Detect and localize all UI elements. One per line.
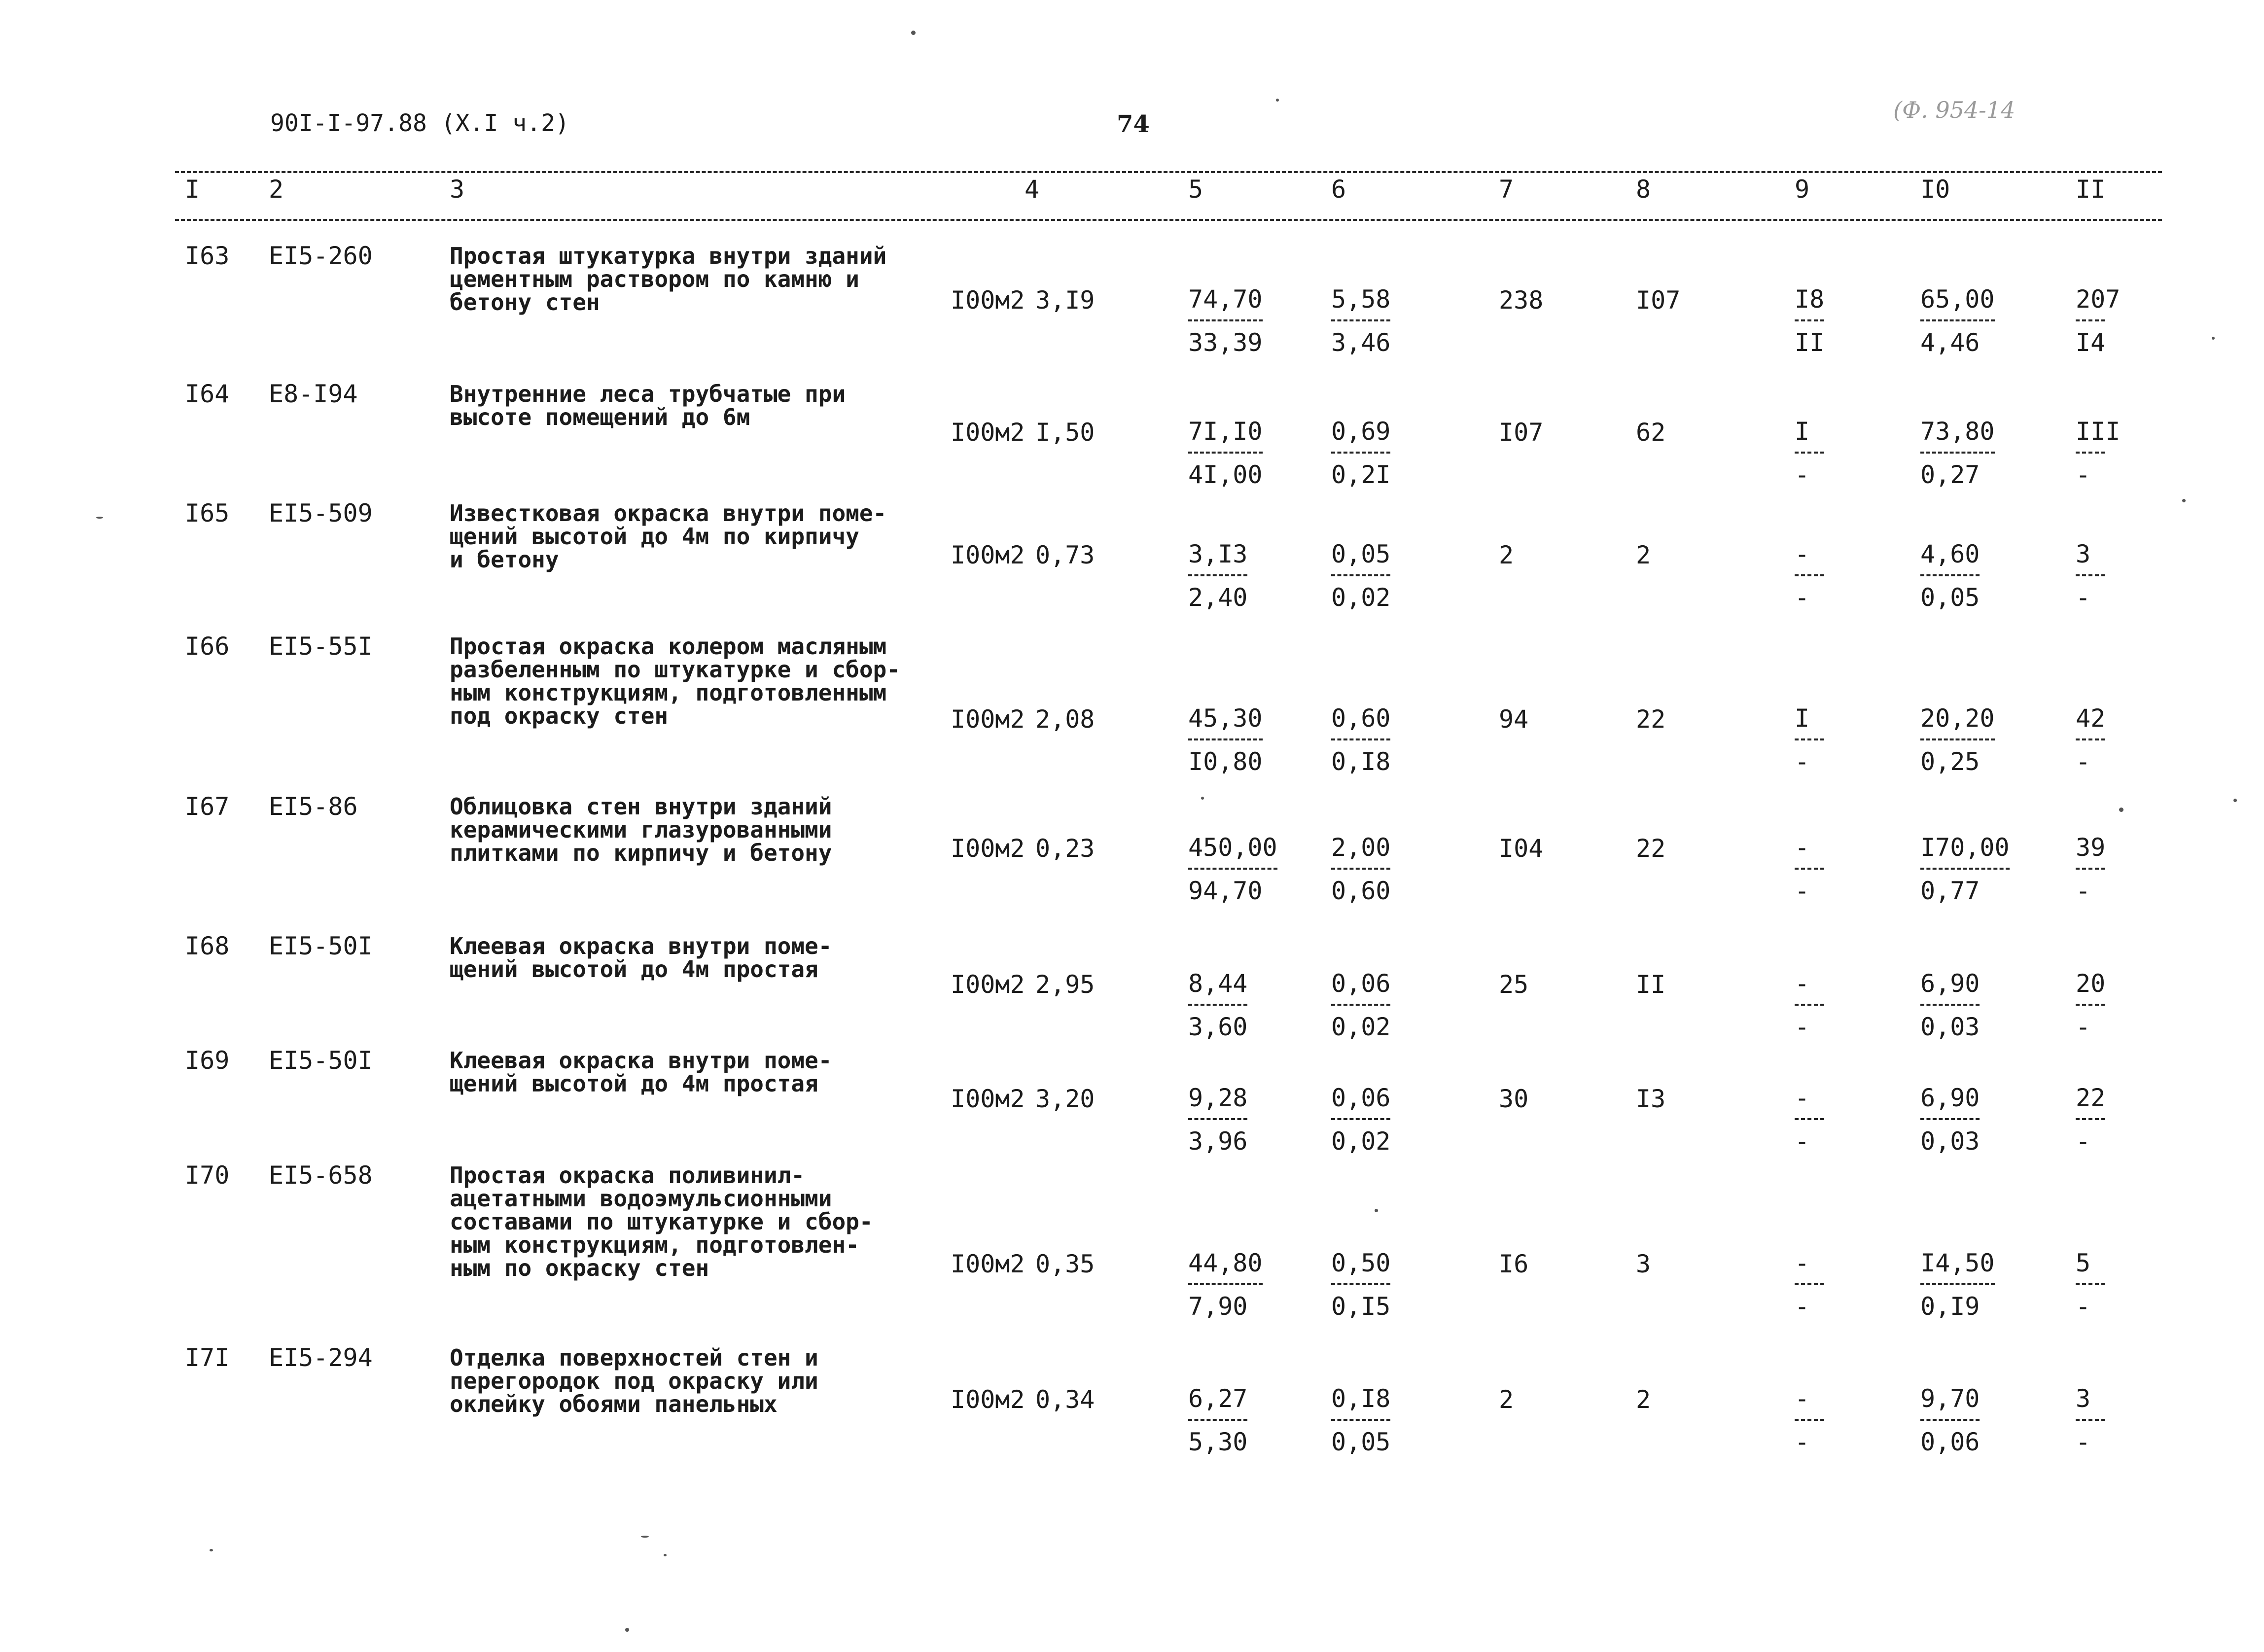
col11-value-bottom: -: [2076, 583, 2091, 612]
col9-value-bottom: II: [1795, 328, 1825, 357]
machine-cost-divider: [1331, 1118, 1390, 1120]
col11-value-top: 5: [2076, 1249, 2091, 1277]
machine-cost-divider: [1331, 738, 1390, 740]
machine-cost-bottom: 0,02: [1331, 583, 1391, 612]
description-line: ацетатными водоэмульсионными: [450, 1185, 832, 1212]
col10-value-top: 4,60: [1920, 540, 1980, 568]
unit: I00м2: [951, 705, 1025, 734]
description-line: и бетону: [450, 546, 559, 573]
archive-stamp: (Ф. 954-14: [1893, 97, 2016, 123]
document-code: 90I-I-97.88 (X.I ч.2): [270, 109, 569, 137]
description-line: щений высотой до 4м по кирпичу: [450, 523, 859, 550]
col11-value-top: 3: [2076, 1384, 2091, 1413]
col11-value-top: 207: [2076, 285, 2121, 314]
col10-value-bottom: 0,I9: [1920, 1292, 1980, 1321]
machine-cost-bottom: 0,02: [1331, 1013, 1391, 1041]
col10-value-top: 6,90: [1920, 969, 1980, 998]
work-description: [450, 245, 886, 314]
scan-speck: [664, 1554, 667, 1556]
direct-cost-bottom: 2,40: [1188, 583, 1248, 612]
work-description: [450, 935, 832, 981]
col10-value: [1920, 1381, 1980, 1459]
column-number: 5: [1188, 175, 1203, 204]
direct-cost-top: 7I,I0: [1188, 417, 1263, 446]
direct-cost-divider: [1188, 1004, 1247, 1006]
col11-value: [2076, 1081, 2105, 1159]
unit: I00м2: [951, 834, 1025, 863]
scan-speck: [911, 31, 916, 35]
machine-cost-divider: [1331, 1283, 1390, 1285]
scan-speck: [2119, 808, 2123, 812]
col10-value-bottom: 0,25: [1920, 747, 1980, 776]
machine-cost: [1331, 1381, 1390, 1459]
quantity: 2,08: [1035, 705, 1095, 734]
description-line: Известковая окраска внутри поме-: [450, 500, 887, 527]
col11-value-top: 22: [2076, 1084, 2106, 1112]
row-number: I69: [185, 1046, 230, 1075]
machine-cost-top: 0,60: [1331, 704, 1391, 733]
direct-cost-divider: [1188, 738, 1263, 740]
machine-cost-top: 0,50: [1331, 1249, 1391, 1277]
scan-speck: [1201, 797, 1204, 800]
col11-value-bottom: -: [2076, 1013, 2091, 1041]
direct-cost-top: 6,27: [1188, 1384, 1248, 1413]
col9-value: [1795, 830, 1824, 908]
col10-value: [1920, 1081, 1980, 1159]
quantity: 0,73: [1035, 541, 1095, 569]
col9-value-top: I: [1795, 417, 1810, 446]
norm-code: EI5-50I: [269, 1046, 373, 1075]
machine-cost: [1331, 701, 1390, 779]
scan-speck: [1375, 1209, 1378, 1212]
col10-value-divider: [1920, 452, 1995, 454]
description-line: Простая штукатурка внутри зданий: [450, 243, 887, 269]
col10-value: [1920, 701, 1995, 779]
direct-cost-divider: [1188, 868, 1277, 870]
col11-value-bottom: I4: [2076, 328, 2106, 357]
col9-value: [1795, 1246, 1824, 1324]
col11-value-divider: [2076, 1004, 2105, 1006]
col9-value-top: -: [1795, 833, 1810, 862]
quantity: 0,35: [1035, 1250, 1095, 1278]
description-line: под окраску стен: [450, 703, 669, 729]
col9-value-bottom: -: [1795, 583, 1810, 612]
col11-value-divider: [2076, 738, 2105, 740]
machine-cost: [1331, 966, 1390, 1044]
scan-speck: [96, 517, 103, 519]
description-line: высоте помещений до 6м: [450, 404, 750, 430]
description-line: Внутренние леса трубчатые при: [450, 381, 846, 407]
description-line: ным по окраску стен: [450, 1255, 709, 1281]
norm-code: EI5-50I: [269, 932, 373, 960]
unit: I00м2: [951, 418, 1025, 447]
norm-code: EI5-294: [269, 1343, 373, 1372]
col11-value-divider: [2076, 574, 2105, 576]
direct-cost-top: 8,44: [1188, 969, 1248, 998]
machine-cost-divider: [1331, 1004, 1390, 1006]
machine-cost-divider: [1331, 574, 1390, 576]
col10-value-divider: [1920, 1283, 1995, 1285]
col9-value-top: -: [1795, 1084, 1810, 1112]
direct-cost-top: 3,I3: [1188, 540, 1248, 568]
col9-value-bottom: -: [1795, 1127, 1810, 1156]
col10-value-bottom: 0,06: [1920, 1428, 1980, 1456]
total-direct: 238: [1499, 286, 1544, 315]
scan-speck: [641, 1536, 649, 1538]
direct-cost-divider: [1188, 452, 1263, 454]
description-line: Отделка поверхностей стен и: [450, 1344, 818, 1371]
col10-value-bottom: 0,27: [1920, 460, 1980, 489]
work-description: [450, 1164, 873, 1280]
total-direct: 2: [1499, 541, 1514, 569]
description-line: Облицовка стен внутри зданий: [450, 793, 832, 820]
machine-cost-bottom: 0,60: [1331, 877, 1391, 905]
direct-cost-divider: [1188, 1419, 1247, 1421]
col9-value: [1795, 537, 1824, 615]
norm-code: EI5-86: [269, 792, 358, 821]
direct-cost-bottom: 3,60: [1188, 1013, 1248, 1041]
total-direct: 25: [1499, 970, 1529, 999]
machine-cost-top: 0,I8: [1331, 1384, 1391, 1413]
col9-value-bottom: -: [1795, 1013, 1810, 1041]
col10-value-bottom: 4,46: [1920, 328, 1980, 357]
machine-cost-divider: [1331, 452, 1390, 454]
direct-cost-top: 9,28: [1188, 1084, 1248, 1112]
direct-cost: [1188, 966, 1247, 1044]
direct-cost-top: 45,30: [1188, 704, 1263, 733]
direct-cost-bottom: 5,30: [1188, 1428, 1248, 1456]
direct-cost-top: 74,70: [1188, 285, 1263, 314]
col9-value-divider: [1795, 1419, 1824, 1421]
row-number: I65: [185, 499, 230, 527]
machine-cost: [1331, 282, 1390, 360]
scan-speck: [210, 1549, 213, 1551]
total-wages: I07: [1636, 286, 1681, 315]
col10-value: [1920, 1246, 1995, 1324]
quantity: 2,95: [1035, 970, 1095, 999]
col10-value-divider: [1920, 738, 1995, 740]
machine-cost-bottom: 0,02: [1331, 1127, 1391, 1156]
row-number: I63: [185, 242, 230, 270]
col11-value-divider: [2076, 319, 2105, 321]
machine-cost-divider: [1331, 868, 1390, 870]
machine-cost-bottom: 0,05: [1331, 1428, 1391, 1456]
col11-value-top: 39: [2076, 833, 2106, 862]
column-number: 7: [1499, 175, 1514, 204]
direct-cost-divider: [1188, 1283, 1263, 1285]
col9-value-top: -: [1795, 1384, 1810, 1413]
col11-value-divider: [2076, 868, 2105, 870]
machine-cost-bottom: 0,I8: [1331, 747, 1391, 776]
total-direct: I07: [1499, 418, 1544, 447]
col9-value-divider: [1795, 452, 1824, 454]
unit: I00м2: [951, 1085, 1025, 1113]
col10-value: [1920, 282, 1995, 360]
work-description: [450, 795, 832, 865]
total-wages: I3: [1636, 1085, 1666, 1113]
col9-value-top: -: [1795, 540, 1810, 568]
direct-cost-bottom: 3,96: [1188, 1127, 1248, 1156]
column-number: 3: [450, 175, 465, 204]
direct-cost: [1188, 537, 1247, 615]
col9-value-divider: [1795, 1004, 1824, 1006]
col9-value-top: -: [1795, 1249, 1810, 1277]
machine-cost-top: 0,06: [1331, 1084, 1391, 1112]
col10-value-bottom: 0,77: [1920, 877, 1980, 905]
header-top-rule: [175, 171, 2162, 173]
total-direct: I6: [1499, 1250, 1529, 1278]
unit: I00м2: [951, 1385, 1025, 1414]
page-number: 74: [1117, 110, 1150, 138]
col9-value-bottom: -: [1795, 460, 1810, 489]
col9-value-divider: [1795, 574, 1824, 576]
norm-code: EI5-509: [269, 499, 373, 527]
description-line: перегородок под окраску или: [450, 1368, 818, 1394]
col10-value-top: I4,50: [1920, 1249, 1995, 1277]
direct-cost-bottom: 94,70: [1188, 877, 1263, 905]
description-line: ным конструкциям, подготовлен-: [450, 1231, 859, 1258]
col10-value-bottom: 0,03: [1920, 1127, 1980, 1156]
machine-cost-top: 0,06: [1331, 969, 1391, 998]
col9-value-bottom: -: [1795, 1428, 1810, 1456]
col11-value: [2076, 537, 2105, 615]
column-number: I: [185, 175, 200, 204]
unit: I00м2: [951, 1250, 1025, 1278]
col11-value-divider: [2076, 1419, 2105, 1421]
unit: I00м2: [951, 286, 1025, 315]
machine-cost-bottom: 3,46: [1331, 328, 1391, 357]
col9-value-bottom: -: [1795, 1292, 1810, 1321]
machine-cost-top: 5,58: [1331, 285, 1391, 314]
col11-value: [2076, 1246, 2105, 1324]
column-number: 2: [269, 175, 284, 204]
col11-value-bottom: -: [2076, 747, 2091, 776]
machine-cost: [1331, 414, 1390, 492]
description-line: Простая окраска поливинил-: [450, 1162, 805, 1189]
direct-cost: [1188, 1246, 1263, 1324]
column-number: II: [2076, 175, 2106, 204]
col9-value: [1795, 282, 1824, 360]
col10-value-top: 65,00: [1920, 285, 1995, 314]
machine-cost: [1331, 830, 1390, 908]
direct-cost-bottom: 4I,00: [1188, 460, 1263, 489]
col9-value-bottom: -: [1795, 877, 1810, 905]
col10-value-divider: [1920, 1118, 1980, 1120]
scan-speck: [625, 1628, 629, 1632]
scan-speck: [1276, 99, 1279, 102]
row-number: I7I: [185, 1343, 230, 1372]
col10-value-divider: [1920, 1004, 1980, 1006]
col9-value-divider: [1795, 738, 1824, 740]
quantity: I,50: [1035, 418, 1095, 447]
total-wages: 2: [1636, 1385, 1651, 1414]
row-number: I68: [185, 932, 230, 960]
direct-cost-divider: [1188, 1118, 1247, 1120]
direct-cost-bottom: 33,39: [1188, 328, 1263, 357]
col9-value-divider: [1795, 319, 1824, 321]
col9-value-top: I8: [1795, 285, 1825, 314]
col11-value: [2076, 701, 2105, 779]
col11-value-bottom: -: [2076, 460, 2091, 489]
col10-value-bottom: 0,05: [1920, 583, 1980, 612]
machine-cost: [1331, 1246, 1390, 1324]
description-line: ным конструкциям, подготовленным: [450, 679, 887, 706]
description-line: составами по штукатурке и сбор-: [450, 1208, 873, 1235]
description-line: Клеевая окраска внутри поме-: [450, 933, 832, 959]
col9-value-top: I: [1795, 704, 1810, 733]
col9-value: [1795, 1381, 1824, 1459]
header-bottom-rule: [175, 219, 2162, 221]
col11-value: [2076, 966, 2105, 1044]
scan-speck: [2182, 499, 2186, 502]
direct-cost-top: 44,80: [1188, 1249, 1263, 1277]
col11-value-divider: [2076, 1118, 2105, 1120]
description-line: бетону стен: [450, 289, 600, 316]
direct-cost-divider: [1188, 319, 1263, 321]
col11-value-top: 3: [2076, 540, 2091, 568]
total-direct: I04: [1499, 834, 1544, 863]
col10-value-divider: [1920, 868, 2010, 870]
work-description: [450, 635, 900, 728]
quantity: 3,I9: [1035, 286, 1095, 315]
col9-value-divider: [1795, 1118, 1824, 1120]
column-number: 9: [1795, 175, 1810, 204]
col11-value: [2076, 830, 2105, 908]
col9-value-divider: [1795, 1283, 1824, 1285]
machine-cost-top: 2,00: [1331, 833, 1391, 862]
col11-value-divider: [2076, 452, 2105, 454]
machine-cost-divider: [1331, 319, 1390, 321]
description-line: керамическими глазурованными: [450, 816, 832, 843]
col10-value: [1920, 966, 1980, 1044]
col10-value: [1920, 830, 2010, 908]
col10-value: [1920, 414, 1995, 492]
col11-value-top: III: [2076, 417, 2121, 446]
col11-value-bottom: -: [2076, 1127, 2091, 1156]
total-wages: 62: [1636, 418, 1666, 447]
col9-value: [1795, 414, 1824, 492]
col9-value-bottom: -: [1795, 747, 1810, 776]
col11-value: [2076, 1381, 2105, 1459]
direct-cost-bottom: 7,90: [1188, 1292, 1248, 1321]
col9-value-divider: [1795, 868, 1824, 870]
col10-value-divider: [1920, 319, 1995, 321]
row-number: I70: [185, 1161, 230, 1190]
col10-value-divider: [1920, 574, 1980, 576]
col11-value-divider: [2076, 1283, 2105, 1285]
column-number: 6: [1331, 175, 1346, 204]
machine-cost-bottom: 0,I5: [1331, 1292, 1391, 1321]
column-number: 4: [1025, 175, 1040, 204]
col11-value-top: 42: [2076, 704, 2106, 733]
machine-cost-divider: [1331, 1419, 1390, 1421]
quantity: 0,34: [1035, 1385, 1095, 1414]
col11-value: [2076, 282, 2120, 360]
col10-value-top: 9,70: [1920, 1384, 1980, 1413]
col11-value-bottom: -: [2076, 1292, 2091, 1321]
unit: I00м2: [951, 970, 1025, 999]
col11-value-bottom: -: [2076, 1428, 2091, 1456]
col11-value-top: 20: [2076, 969, 2106, 998]
col10-value-bottom: 0,03: [1920, 1013, 1980, 1041]
direct-cost: [1188, 701, 1263, 779]
direct-cost: [1188, 282, 1263, 360]
total-direct: 94: [1499, 705, 1529, 734]
col10-value-top: I70,00: [1920, 833, 2010, 862]
total-wages: 22: [1636, 834, 1666, 863]
description-line: щений высотой до 4м простая: [450, 1070, 818, 1097]
col10-value-top: 73,80: [1920, 417, 1995, 446]
direct-cost-top: 450,00: [1188, 833, 1277, 862]
norm-code: EI5-260: [269, 242, 373, 270]
description-line: разбеленным по штукатурке и сбор-: [450, 656, 900, 683]
machine-cost-bottom: 0,2I: [1331, 460, 1391, 489]
norm-code: EI5-658: [269, 1161, 373, 1190]
direct-cost-divider: [1188, 574, 1247, 576]
row-number: I64: [185, 380, 230, 408]
total-wages: II: [1636, 970, 1666, 999]
col10-value-top: 6,90: [1920, 1084, 1980, 1112]
row-number: I67: [185, 792, 230, 821]
col10-value-top: 20,20: [1920, 704, 1995, 733]
machine-cost: [1331, 537, 1390, 615]
description-line: щений высотой до 4м простая: [450, 956, 818, 983]
scan-speck: [2212, 337, 2215, 340]
direct-cost: [1188, 830, 1277, 908]
machine-cost-top: 0,69: [1331, 417, 1391, 446]
direct-cost-bottom: I0,80: [1188, 747, 1263, 776]
col9-value-top: -: [1795, 969, 1810, 998]
total-wages: 22: [1636, 705, 1666, 734]
col9-value: [1795, 966, 1824, 1044]
col9-value: [1795, 1081, 1824, 1159]
description-line: Клеевая окраска внутри поме-: [450, 1047, 832, 1074]
work-description: [450, 502, 886, 571]
work-description: [450, 1049, 832, 1095]
col10-value-divider: [1920, 1419, 1980, 1421]
norm-code: EI5-55I: [269, 632, 373, 661]
col11-value-bottom: -: [2076, 877, 2091, 905]
scan-speck: [2233, 799, 2237, 802]
description-line: Простая окраска колером масляным: [450, 633, 887, 660]
total-wages: 3: [1636, 1250, 1651, 1278]
machine-cost: [1331, 1081, 1390, 1159]
col10-value: [1920, 537, 1980, 615]
description-line: цементным раствором по камню и: [450, 266, 859, 292]
description-line: оклейку обоями панельных: [450, 1391, 778, 1417]
work-description: [450, 1346, 818, 1416]
quantity: 3,20: [1035, 1085, 1095, 1113]
total-direct: 2: [1499, 1385, 1514, 1414]
description-line: плитками по кирпичу и бетону: [450, 840, 832, 866]
unit: I00м2: [951, 541, 1025, 569]
column-number: 8: [1636, 175, 1651, 204]
machine-cost-top: 0,05: [1331, 540, 1391, 568]
total-wages: 2: [1636, 541, 1651, 569]
work-description: [450, 383, 846, 429]
norm-code: E8-I94: [269, 380, 358, 408]
direct-cost: [1188, 414, 1263, 492]
col11-value: [2076, 414, 2120, 492]
col9-value: [1795, 701, 1824, 779]
direct-cost: [1188, 1081, 1247, 1159]
column-number: I0: [1920, 175, 1950, 204]
row-number: I66: [185, 632, 230, 661]
direct-cost: [1188, 1381, 1247, 1459]
quantity: 0,23: [1035, 834, 1095, 863]
total-direct: 30: [1499, 1085, 1529, 1113]
